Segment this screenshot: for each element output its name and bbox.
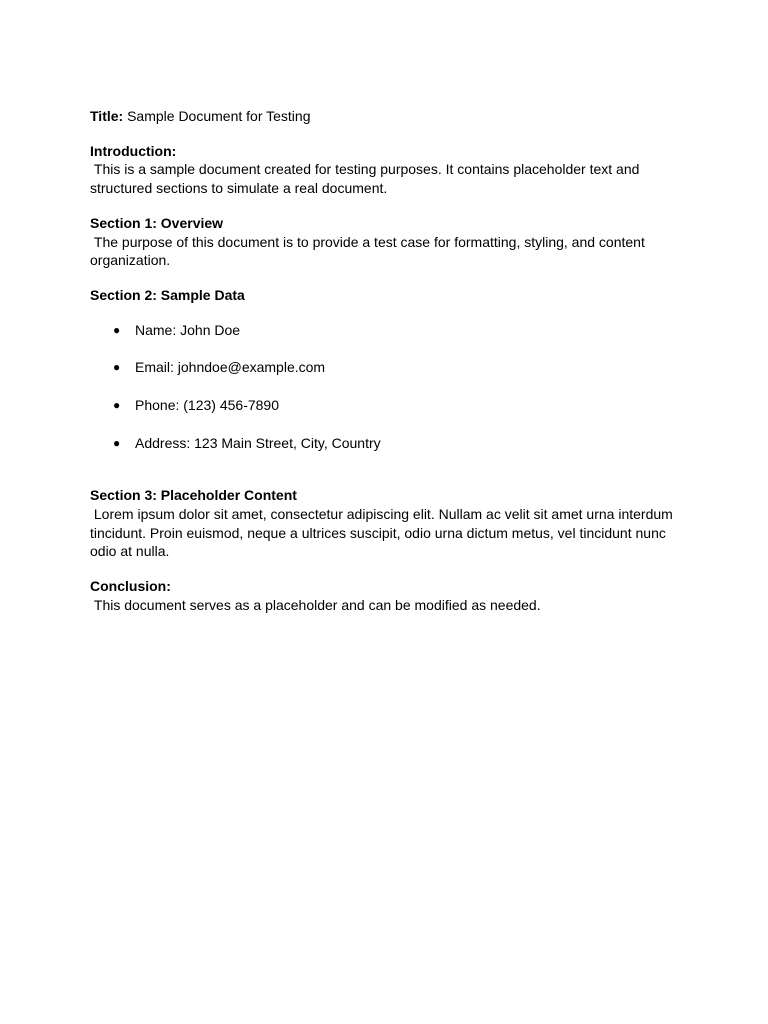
conclusion-heading: Conclusion: (90, 578, 171, 595)
list-item-text: Address: 123 Main Street, City, Country (135, 434, 381, 451)
document-title (90, 107, 678, 126)
list-item-name (90, 321, 678, 340)
bullet-icon: ● (113, 398, 121, 412)
section-3-heading: Section 3: Placeholder Content (90, 487, 297, 504)
introduction-body: This is a sample document created for testing purposes. It contains placeholder text and structured sections to simulate a real document. (90, 161, 644, 197)
section-3-body: Lorem ipsum dolor sit amet, consectetur adipiscing elit. Nullam ac velit sit amet urna interdum tincidunt. Proin euismod, neque a ultrices suscipit, odio urna dictum metus, vel tincidunt nunc odio at nulla. (90, 506, 677, 560)
section-1 (90, 214, 678, 270)
title-label: Title: (90, 108, 124, 124)
bullet-icon: ● (113, 435, 121, 450)
sample-data-list (90, 321, 678, 453)
introduction-section (90, 142, 678, 198)
list-item-text: Name: John Doe (135, 321, 241, 338)
section-1-heading: Section 1: Overview (90, 214, 224, 231)
conclusion-section (90, 577, 678, 614)
section-1-body: The purpose of this document is to provide a test case for formatting, styling, and content organization. (90, 233, 649, 269)
list-item-text: Email: johndoe@example.com (135, 359, 326, 376)
list-item-address (90, 434, 678, 453)
section-2 (90, 286, 678, 452)
title-value: Sample Document for Testing (123, 108, 311, 124)
list-item-email (90, 358, 678, 377)
list-item-text: Phone: (123) 456-7890 (135, 397, 279, 413)
section-3 (90, 486, 678, 561)
bullet-icon: ● (113, 322, 121, 337)
list-item-phone (90, 396, 678, 415)
introduction-heading: Introduction: (90, 142, 177, 159)
bullet-icon: ● (113, 360, 121, 375)
section-2-heading: Section 2: Sample Data (90, 286, 245, 303)
conclusion-body: This document serves as a placeholder and can be modified as needed. (90, 596, 541, 613)
